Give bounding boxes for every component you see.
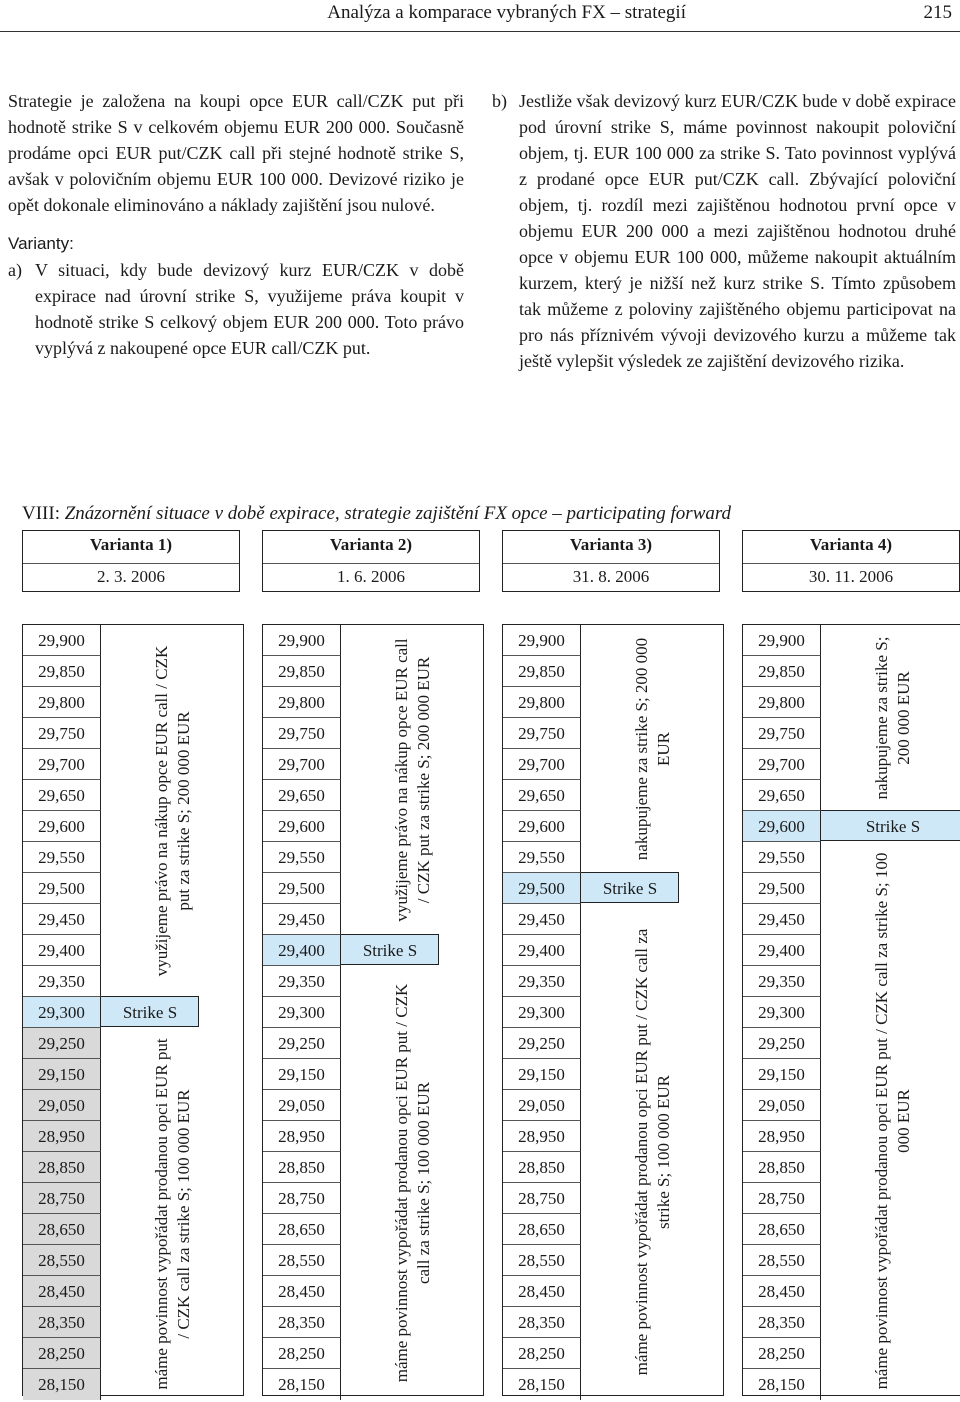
rate-cell: 29,700 (503, 749, 581, 780)
variant-header (742, 530, 960, 592)
rate-cell: 29,250 (743, 1028, 821, 1059)
rate-cell: 28,650 (503, 1214, 581, 1245)
rate-cell: 29,650 (263, 780, 341, 811)
rate-cell: 28,650 (263, 1214, 341, 1245)
right-text-column (492, 88, 956, 374)
rate-cell: 28,750 (503, 1183, 581, 1214)
rate-cell: 29,050 (503, 1090, 581, 1121)
rate-cell: 28,450 (503, 1276, 581, 1307)
list-item-a-text: V situaci, kdy bude devizový kurz EUR/CZK v době expirace nad úrovní strike S, využijeme práva koupit v hodnotě strike S celkový objem EUR 200 000. Toto právo vyplývá z nakoupené opce EUR call/CZK put. (35, 260, 464, 358)
strike-label: Strike S (362, 941, 418, 960)
page-header (0, 0, 960, 32)
rate-cell: 29,500 (263, 873, 341, 904)
rate-cell: 29,800 (503, 687, 581, 718)
rate-cell: 28,250 (503, 1338, 581, 1369)
rate-cell: 28,850 (743, 1152, 821, 1183)
rate-cell: 29,750 (23, 718, 101, 749)
figure-caption (22, 503, 731, 525)
rate-cell: 29,800 (743, 687, 821, 718)
rate-cell: 29,300 (503, 997, 581, 1028)
variant-panel (22, 624, 244, 1396)
variant-date: 2. 3. 2006 (97, 567, 165, 586)
strike-label: Strike S (602, 879, 658, 898)
variant-date: 1. 6. 2006 (337, 567, 405, 586)
rate-cell: 28,250 (743, 1338, 821, 1369)
rate-cell: 29,500 (23, 873, 101, 904)
caption-text: Znázornění situace v době expirace, strategie zajištění FX opce – participating forward (64, 503, 732, 524)
rate-cell: 28,250 (23, 1338, 101, 1369)
rate-cell: 29,750 (263, 718, 341, 749)
variant-header (502, 530, 720, 592)
rate-cell: 29,350 (263, 966, 341, 997)
rate-cell: 28,650 (23, 1214, 101, 1245)
rate-cell: 29,250 (263, 1028, 341, 1059)
rate-cell: 28,750 (23, 1183, 101, 1214)
variants-heading: Varianty: (8, 234, 74, 253)
rate-cell: 29,500 (503, 873, 581, 904)
rate-cell: 29,550 (263, 842, 341, 873)
rate-cell: 28,150 (23, 1369, 101, 1400)
rate-cell: 29,400 (23, 935, 101, 966)
rate-cell: 29,650 (23, 780, 101, 811)
rate-cell: 29,350 (503, 966, 581, 997)
variant-panel (742, 624, 960, 1396)
rate-cell: 29,600 (743, 811, 821, 842)
variant-name: Varianta 3) (569, 535, 652, 554)
lower-annotation-text: máme povinnost vypořádat prodanou opci EUR put / CZK call za strike S; 100 000 EUR (152, 1038, 193, 1390)
rate-column (503, 625, 581, 1395)
upper-annotation-text: využijeme právo na nákup opce EUR call / CZK put za strike S; 200 000 EUR (392, 638, 433, 922)
rate-cell: 29,650 (743, 780, 821, 811)
rate-cell: 28,450 (743, 1276, 821, 1307)
rate-cell: 29,500 (743, 873, 821, 904)
intro-paragraph: Strategie je založena na koupi opce EUR call/CZK put při hodnotě strike S v celkovém objemu EUR 200 000. Současně prodáme opci EUR put/CZK call při stejné hodnotě strike S, avšak v polovičním objemu EUR 100 000. Devizové riziko je opět dokonale eliminováno a náklady zajištění jsou nulové. (8, 91, 464, 215)
list-item-b-text: Jestliže však devizový kurz EUR/CZK bude v době expirace pod úrovní strike S, máme povinnost nakoupit poloviční objem, tj. EUR 100 000 za strike S. Tato povinnost vyplývá z prodané opce EUR put/CZK call. Zbývající poloviční objem, tj. rozdíl mezi zajištěnou hodnotou první opce v objemu EUR 200 000 a mezi zajištěnou hodnotou druhé opce v objemu EUR 100 000, můžeme nakoupit aktuálním kurzem, který je nižší než kurz strike S. Tímto způsobem tak můžeme z poloviny zajištěného objemu participovat na pro nás příznivém vývoji devizového kurzu a můžeme tak ještě vylepšit výsledek ze zajištění devizového rizika. (519, 91, 956, 371)
rate-cell: 29,850 (503, 656, 581, 687)
rate-cell: 29,150 (263, 1059, 341, 1090)
rate-cell: 29,400 (503, 935, 581, 966)
rate-cell: 29,800 (23, 687, 101, 718)
variant-header-rule (503, 563, 719, 564)
lower-annotation-text: máme povinnost vypořádat prodanou opci EUR put / CZK call za strike S; 100 000 EUR (632, 928, 673, 1376)
rate-cell: 28,950 (263, 1121, 341, 1152)
variant-name: Varianta 2) (329, 535, 412, 554)
rate-cell: 28,750 (743, 1183, 821, 1214)
list-marker-b: b) (492, 91, 507, 111)
rate-cell: 28,550 (263, 1245, 341, 1276)
rate-cell: 29,850 (263, 656, 341, 687)
rate-cell: 28,650 (743, 1214, 821, 1245)
rate-cell: 29,600 (503, 811, 581, 842)
rate-cell: 28,850 (263, 1152, 341, 1183)
variant-panel (262, 624, 484, 1396)
variant-header-rule (263, 563, 479, 564)
rate-cell: 29,050 (263, 1090, 341, 1121)
variant-date: 31. 8. 2006 (572, 567, 650, 586)
rate-cell: 29,400 (743, 935, 821, 966)
rate-cell: 29,650 (503, 780, 581, 811)
variant-header (22, 530, 240, 592)
rate-cell: 28,350 (23, 1307, 101, 1338)
rate-cell: 29,450 (743, 904, 821, 935)
strike-label: Strike S (865, 817, 921, 836)
rate-cell: 29,550 (743, 842, 821, 873)
rate-cell: 29,850 (743, 656, 821, 687)
rate-cell: 29,750 (503, 718, 581, 749)
rate-cell: 28,350 (263, 1307, 341, 1338)
rate-cell: 29,900 (503, 625, 581, 656)
rate-column (263, 625, 341, 1395)
rate-cell: 29,250 (503, 1028, 581, 1059)
rate-cell: 29,300 (23, 997, 101, 1028)
variant-header-rule (743, 563, 959, 564)
page-number: 215 (923, 2, 952, 23)
upper-annotation-text: využijeme právo na nákup opce EUR call / CZK put za strike S; 200 000 EUR (152, 645, 193, 977)
rate-cell: 28,750 (263, 1183, 341, 1214)
rate-cell: 28,350 (503, 1307, 581, 1338)
rate-cell: 29,550 (503, 842, 581, 873)
lower-annotation-text: máme povinnost vypořádat prodanou opci EUR put / CZK call za strike S; 100 000 EUR (392, 983, 433, 1383)
rate-cell: 29,450 (263, 904, 341, 935)
rate-cell: 29,900 (23, 625, 101, 656)
rate-cell: 29,900 (743, 625, 821, 656)
variant-name: Varianta 1) (89, 535, 172, 554)
rate-cell: 29,300 (743, 997, 821, 1028)
rate-cell: 29,900 (263, 625, 341, 656)
rate-column (743, 625, 821, 1395)
rate-cell: 29,600 (263, 811, 341, 842)
rate-cell: 28,950 (503, 1121, 581, 1152)
rate-cell: 29,250 (23, 1028, 101, 1059)
rate-cell: 29,700 (23, 749, 101, 780)
list-marker-a: a) (8, 260, 22, 280)
rate-cell: 29,450 (23, 904, 101, 935)
variant-header-rule (23, 563, 239, 564)
rate-cell: 28,450 (263, 1276, 341, 1307)
rate-cell: 29,700 (263, 749, 341, 780)
rate-cell: 29,550 (23, 842, 101, 873)
rate-cell: 28,850 (503, 1152, 581, 1183)
rate-cell: 28,550 (23, 1245, 101, 1276)
caption-prefix: VIII: (22, 503, 60, 524)
rate-cell: 29,150 (743, 1059, 821, 1090)
rate-cell: 29,150 (503, 1059, 581, 1090)
rate-cell: 29,350 (23, 966, 101, 997)
upper-annotation-text: nakupujeme za strike S; 200 000 EUR (872, 636, 913, 800)
rate-cell: 29,800 (263, 687, 341, 718)
strike-label: Strike S (122, 1003, 178, 1022)
rate-cell: 28,950 (743, 1121, 821, 1152)
rate-cell: 29,050 (743, 1090, 821, 1121)
rate-cell: 28,150 (503, 1369, 581, 1400)
header-rule (0, 31, 960, 32)
rate-cell: 28,550 (503, 1245, 581, 1276)
list-item-b (492, 88, 956, 374)
rate-cell: 28,950 (23, 1121, 101, 1152)
lower-annotation-text: máme povinnost vypořádat prodanou opci EUR put / CZK call za strike S; 100 000 EUR (872, 852, 913, 1390)
rate-cell: 28,350 (743, 1307, 821, 1338)
variant-name: Varianta 4) (809, 535, 892, 554)
rate-cell: 29,300 (263, 997, 341, 1028)
list-item-a (8, 257, 464, 361)
rate-cell: 28,850 (23, 1152, 101, 1183)
rate-cell: 29,600 (23, 811, 101, 842)
variant-panel (502, 624, 724, 1396)
upper-annotation-text: nakupujeme za strike S; 200 000 EUR (632, 637, 673, 861)
rate-cell: 28,250 (263, 1338, 341, 1369)
rate-cell: 29,350 (743, 966, 821, 997)
rate-cell: 29,400 (263, 935, 341, 966)
rate-cell: 29,450 (503, 904, 581, 935)
rate-column (23, 625, 101, 1395)
rate-cell: 29,050 (23, 1090, 101, 1121)
rate-cell: 29,700 (743, 749, 821, 780)
rate-cell: 29,150 (23, 1059, 101, 1090)
rate-cell: 29,750 (743, 718, 821, 749)
left-text-column (8, 88, 464, 361)
variant-header (262, 530, 480, 592)
rate-cell: 28,450 (23, 1276, 101, 1307)
rate-cell: 29,850 (23, 656, 101, 687)
rate-cell: 28,150 (263, 1369, 341, 1400)
rate-cell: 28,550 (743, 1245, 821, 1276)
rate-cell: 28,150 (743, 1369, 821, 1400)
running-title: Analýza a komparace vybraných FX – strategií (327, 2, 686, 23)
variant-date: 30. 11. 2006 (808, 567, 894, 586)
